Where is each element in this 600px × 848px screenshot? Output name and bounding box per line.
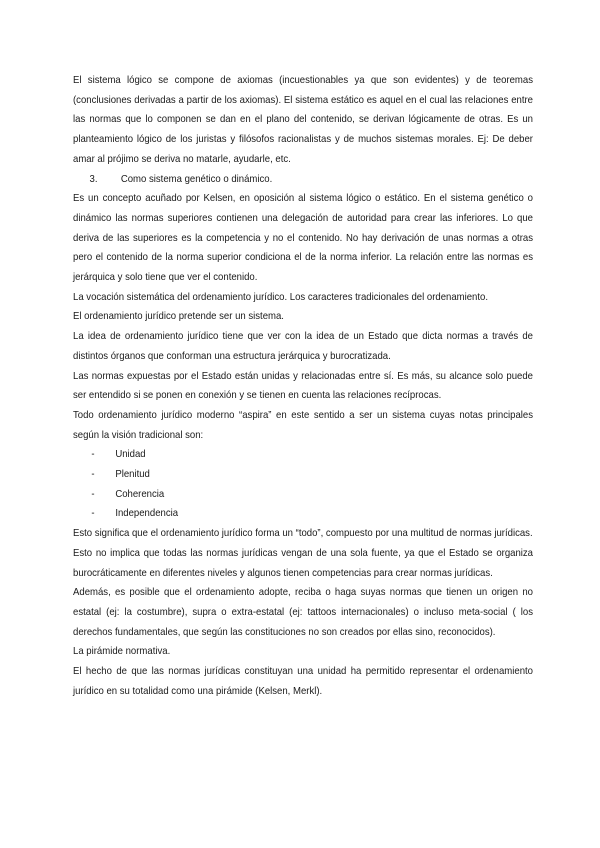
item-text: Como sistema genético o dinámico. bbox=[120, 173, 273, 185]
paragraph-normas-unidas: Las normas expuestas por el Estado están unidas y relacionadas entre sí. Es más, su alcance solo puede ser entendido si se ponen en conexión y se tienen en cuenta las relaciones recíprocas. bbox=[73, 370, 533, 402]
list-item bbox=[73, 485, 533, 505]
paragraph-todo: Esto significa que el ordenamiento jurídico forma un “todo”, compuesto por una multitud de normas jurídicas. bbox=[73, 528, 533, 540]
document-body bbox=[73, 71, 533, 702]
paragraph-kelsen: Es un concepto acuñado por Kelsen, en oposición al sistema lógico o estático. En el sistema genético o dinámico las normas superiores contienen una delegación de autoridad para crear las inferiores. Lo que deriva de las superiores es la competencia y no el contenido. No hay derivación de unas normas a otras pero el contenido de la norma superior condiciona el de la norma inferior. La relación entre las normas es jerárquica y solo tiene que ver el contenido. bbox=[73, 193, 533, 284]
list-item-text: Coherencia bbox=[115, 488, 165, 500]
paragraph-aspira: Todo ordenamiento jurídico moderno “aspira” en este sentido a ser un sistema cuyas notas principales según la visión tradicional son: bbox=[73, 409, 533, 441]
paragraph-ademas: Además, es posible que el ordenamiento adopte, reciba o haga suyas normas que tienen un origen no estatal (ej: la costumbre), supra o extra-estatal (ej: tattoos internacionales) o incluso meta-social ( los derechos fundamentales, que según las constituciones no son creados por ellas sino, reconocidos). bbox=[73, 587, 533, 638]
bullet-marker: - bbox=[91, 488, 95, 500]
item-number: 3. bbox=[89, 173, 98, 185]
list-item bbox=[73, 445, 533, 465]
list-item bbox=[73, 465, 533, 485]
list-item-text: Plenitud bbox=[115, 469, 150, 481]
paragraph-idea-estado: La idea de ordenamiento jurídico tiene que ver con la idea de un Estado que dicta normas a través de distintos órganos que conforman una estructura jerárquica y burocratizada. bbox=[73, 331, 533, 362]
bullet-marker: - bbox=[91, 449, 95, 461]
bullet-marker: - bbox=[91, 508, 95, 520]
characteristics-list bbox=[73, 445, 533, 524]
paragraph-fuente: Esto no implica que todas las normas jurídicas vengan de una sola fuente, ya que el Estado se organiza burocráticamente en diferentes niveles y algunos tienen competencias para crear normas jurídicas. bbox=[73, 547, 533, 579]
paragraph-pretende: El ordenamiento jurídico pretende ser un sistema. bbox=[73, 311, 284, 323]
paragraph-sistema-logico: El sistema lógico se compone de axiomas (incuestionables ya que son evidentes) y de teoremas (conclusiones derivadas a partir de los axiomas). El sistema estático es aquel en el cual las relaciones entre las normas que lo componen se dan en el plano del contenido, se derivan lógicamente de otras. Es un planteamiento lógico de los juristas y filósofos racionalistas y de muchos sistemas morales. Ej: De deber amar al prójimo se deriva no matarle, ayudarle, etc. bbox=[73, 75, 533, 165]
list-item bbox=[73, 504, 533, 524]
list-item-text: Unidad bbox=[115, 449, 146, 461]
paragraph-vocacion: La vocación sistemática del ordenamiento jurídico. Los caracteres tradicionales del ordenamiento. bbox=[73, 291, 489, 303]
paragraph-piramide-heading: La pirámide normativa. bbox=[73, 646, 171, 658]
numbered-item-3 bbox=[73, 170, 533, 190]
bullet-marker: - bbox=[91, 469, 95, 481]
paragraph-piramide: El hecho de que las normas jurídicas constituyan una unidad ha permitido representar el ordenamiento jurídico en su totalidad como una pirámide (Kelsen, Merkl). bbox=[73, 666, 533, 697]
list-item-text: Independencia bbox=[115, 508, 179, 520]
